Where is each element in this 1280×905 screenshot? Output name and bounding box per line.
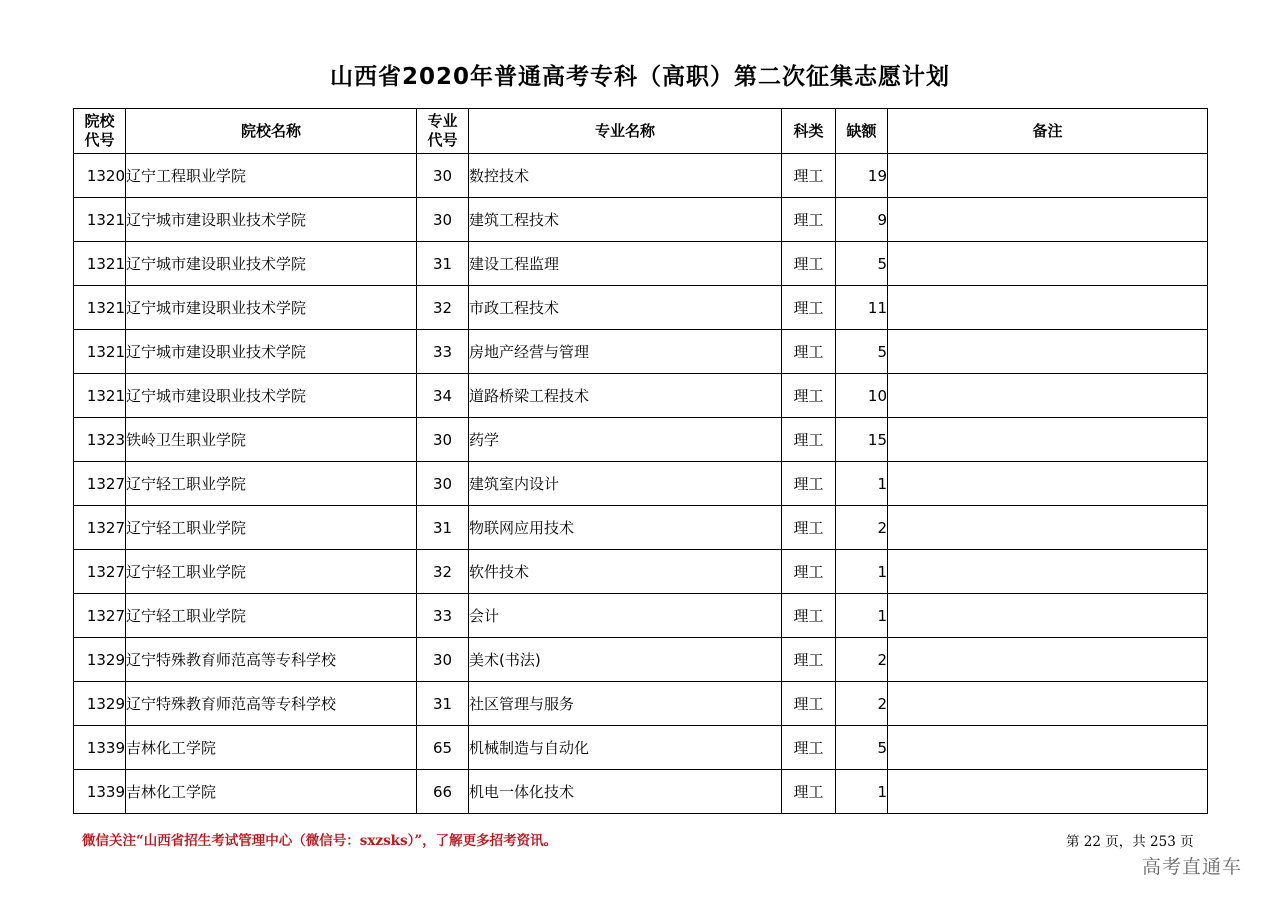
cell-major-code: 31: [417, 242, 469, 286]
cell-remarks: [888, 550, 1208, 594]
cell-major-name: 建筑室内设计: [469, 462, 782, 506]
cell-remarks: [888, 154, 1208, 198]
cell-category: 理工: [782, 506, 836, 550]
cell-remarks: [888, 330, 1208, 374]
table-row: [74, 682, 1208, 726]
table-row: [74, 198, 1208, 242]
cell-quota: 11: [836, 286, 888, 330]
cell-major-name: 市政工程技术: [469, 286, 782, 330]
cell-remarks: [888, 638, 1208, 682]
table-header-row: [74, 109, 1208, 154]
cell-category: 理工: [782, 726, 836, 770]
cell-major-code: 65: [417, 726, 469, 770]
cell-school-code: 1327: [74, 550, 126, 594]
cell-school-name: 辽宁城市建设职业技术学院: [126, 286, 417, 330]
header-school-code: 院校代号: [74, 109, 126, 154]
cell-school-code: 1339: [74, 726, 126, 770]
table-row: [74, 154, 1208, 198]
cell-school-name: 辽宁特殊教育师范高等专科学校: [126, 682, 417, 726]
cell-remarks: [888, 506, 1208, 550]
cell-remarks: [888, 726, 1208, 770]
cell-school-name: 辽宁轻工职业学院: [126, 462, 417, 506]
cell-school-code: 1321: [74, 286, 126, 330]
cell-major-code: 30: [417, 198, 469, 242]
table-row: [74, 374, 1208, 418]
header-quota: 缺额: [836, 109, 888, 154]
cell-category: 理工: [782, 242, 836, 286]
table-row: [74, 330, 1208, 374]
cell-school-name: 辽宁轻工职业学院: [126, 550, 417, 594]
cell-major-code: 31: [417, 506, 469, 550]
cell-major-name: 会计: [469, 594, 782, 638]
cell-category: 理工: [782, 286, 836, 330]
watermark-text: 高考直通车: [1142, 856, 1243, 878]
plan-table: [73, 108, 1208, 814]
header-major-name: 专业名称: [469, 109, 782, 154]
cell-quota: 15: [836, 418, 888, 462]
cell-quota: 1: [836, 770, 888, 814]
cell-major-code: 33: [417, 330, 469, 374]
cell-school-code: 1321: [74, 374, 126, 418]
cell-school-code: 1321: [74, 330, 126, 374]
cell-quota: 5: [836, 726, 888, 770]
cell-school-name: 吉林化工学院: [126, 770, 417, 814]
cell-major-code: 32: [417, 286, 469, 330]
cell-school-code: 1329: [74, 638, 126, 682]
cell-school-code: 1320: [74, 154, 126, 198]
header-category: 科类: [782, 109, 836, 154]
cell-major-name: 道路桥梁工程技术: [469, 374, 782, 418]
cell-remarks: [888, 770, 1208, 814]
cell-school-code: 1323: [74, 418, 126, 462]
cell-school-name: 辽宁特殊教育师范高等专科学校: [126, 638, 417, 682]
cell-school-name: 辽宁工程职业学院: [126, 154, 417, 198]
cell-major-name: 社区管理与服务: [469, 682, 782, 726]
cell-school-name: 辽宁轻工职业学院: [126, 594, 417, 638]
cell-major-code: 32: [417, 550, 469, 594]
cell-quota: 19: [836, 154, 888, 198]
cell-quota: 1: [836, 462, 888, 506]
cell-major-code: 30: [417, 154, 469, 198]
cell-major-name: 建设工程监理: [469, 242, 782, 286]
cell-major-name: 物联网应用技术: [469, 506, 782, 550]
cell-major-name: 数控技术: [469, 154, 782, 198]
cell-school-name: 辽宁轻工职业学院: [126, 506, 417, 550]
cell-quota: 2: [836, 638, 888, 682]
cell-category: 理工: [782, 550, 836, 594]
cell-major-code: 66: [417, 770, 469, 814]
cell-category: 理工: [782, 330, 836, 374]
table-row: [74, 286, 1208, 330]
table-row: [74, 506, 1208, 550]
cell-school-code: 1327: [74, 506, 126, 550]
cell-major-name: 药学: [469, 418, 782, 462]
cell-remarks: [888, 242, 1208, 286]
cell-school-name: 辽宁城市建设职业技术学院: [126, 374, 417, 418]
cell-major-code: 30: [417, 418, 469, 462]
cell-major-code: 31: [417, 682, 469, 726]
table-row: [74, 462, 1208, 506]
cell-major-code: 30: [417, 638, 469, 682]
cell-school-name: 辽宁城市建设职业技术学院: [126, 330, 417, 374]
cell-quota: 10: [836, 374, 888, 418]
cell-quota: 1: [836, 550, 888, 594]
table-row: [74, 770, 1208, 814]
cell-school-code: 1327: [74, 462, 126, 506]
table-body: [74, 154, 1208, 814]
table-row: [74, 242, 1208, 286]
cell-major-name: 美术(书法): [469, 638, 782, 682]
table-row: [74, 726, 1208, 770]
cell-remarks: [888, 374, 1208, 418]
cell-school-name: 辽宁城市建设职业技术学院: [126, 198, 417, 242]
table-row: [74, 594, 1208, 638]
cell-major-name: 机电一体化技术: [469, 770, 782, 814]
cell-major-name: 机械制造与自动化: [469, 726, 782, 770]
cell-remarks: [888, 594, 1208, 638]
header-major-code: 专业代号: [417, 109, 469, 154]
cell-school-code: 1339: [74, 770, 126, 814]
cell-school-code: 1327: [74, 594, 126, 638]
cell-school-name: 铁岭卫生职业学院: [126, 418, 417, 462]
cell-remarks: [888, 198, 1208, 242]
header-remarks: 备注: [888, 109, 1208, 154]
cell-major-name: 房地产经营与管理: [469, 330, 782, 374]
cell-category: 理工: [782, 594, 836, 638]
cell-category: 理工: [782, 770, 836, 814]
table-row: [74, 550, 1208, 594]
cell-quota: 2: [836, 682, 888, 726]
cell-category: 理工: [782, 198, 836, 242]
cell-major-code: 30: [417, 462, 469, 506]
header-school-name: 院校名称: [126, 109, 417, 154]
cell-remarks: [888, 418, 1208, 462]
cell-school-code: 1321: [74, 242, 126, 286]
cell-major-code: 34: [417, 374, 469, 418]
cell-quota: 5: [836, 330, 888, 374]
cell-remarks: [888, 286, 1208, 330]
cell-quota: 2: [836, 506, 888, 550]
cell-school-name: 吉林化工学院: [126, 726, 417, 770]
cell-category: 理工: [782, 462, 836, 506]
cell-category: 理工: [782, 154, 836, 198]
cell-remarks: [888, 462, 1208, 506]
table-row: [74, 418, 1208, 462]
wechat-notice: 微信关注“山西省招生考试管理中心（微信号：sxzsks）”，了解更多招考资讯。: [82, 833, 558, 849]
cell-remarks: [888, 682, 1208, 726]
cell-category: 理工: [782, 682, 836, 726]
cell-quota: 5: [836, 242, 888, 286]
cell-school-name: 辽宁城市建设职业技术学院: [126, 242, 417, 286]
page-title: 山西省2020年普通高考专科（高职）第二次征集志愿计划: [329, 64, 950, 90]
cell-quota: 1: [836, 594, 888, 638]
cell-school-code: 1321: [74, 198, 126, 242]
cell-quota: 9: [836, 198, 888, 242]
cell-school-code: 1329: [74, 682, 126, 726]
cell-major-name: 软件技术: [469, 550, 782, 594]
cell-major-code: 33: [417, 594, 469, 638]
cell-category: 理工: [782, 638, 836, 682]
cell-category: 理工: [782, 374, 836, 418]
cell-major-name: 建筑工程技术: [469, 198, 782, 242]
page-indicator: 第 22 页，共 253 页: [1066, 834, 1194, 850]
cell-category: 理工: [782, 418, 836, 462]
table-row: [74, 638, 1208, 682]
